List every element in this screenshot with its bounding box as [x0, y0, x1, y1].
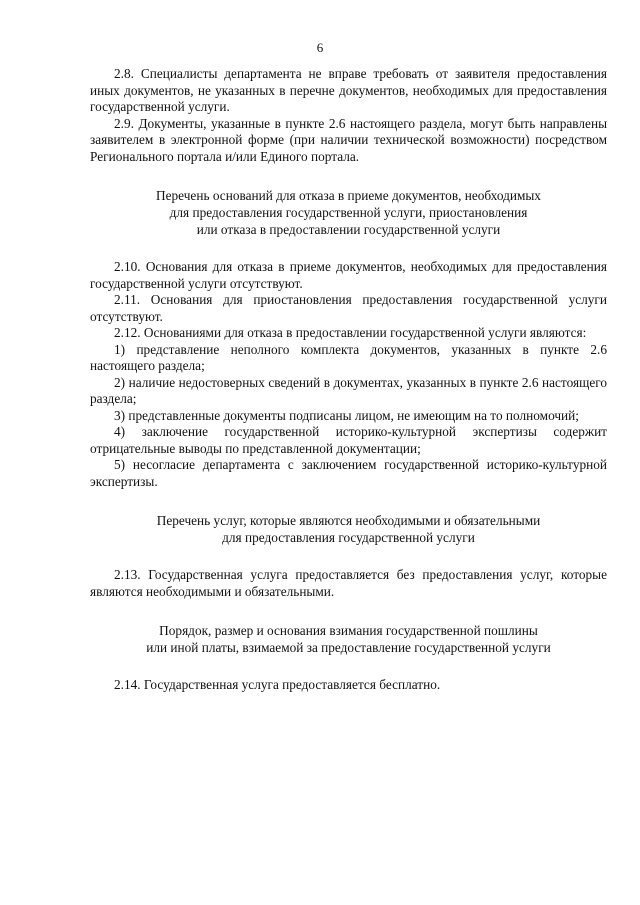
paragraph-2-9: 2.9. Документы, указанные в пункте 2.6 настоящего раздела, могут быть направлены заявителем в электронной форме (при наличии технической возможности) посредством Регионального портала и/или Единого портала.	[90, 115, 607, 164]
paragraph-2-13: 2.13. Государственная услуга предоставляется без предоставления услуг, которые являются необходимыми и обязательными.	[90, 567, 607, 599]
page-number: 6	[316, 40, 324, 55]
heading-line: для предоставления государственной услуги	[222, 530, 475, 545]
section-heading-refusal-grounds	[90, 187, 607, 238]
list-item: 4) заключение государственной историко-культурной экспертизы содержит отрицательные выводы по представленной документации;	[90, 424, 607, 456]
heading-line: Порядок, размер и основания взимания государственной пошлины	[159, 623, 538, 638]
paragraph-2-14: 2.14. Государственная услуга предоставляется бесплатно.	[114, 677, 441, 692]
heading-line: Перечень оснований для отказа в приеме документов, необходимых	[156, 188, 541, 203]
section-fees	[90, 677, 607, 694]
paragraph-2-10: 2.10. Основания для отказа в приеме документов, необходимых для предоставления государственной услуги отсутствуют.	[90, 259, 607, 291]
heading-line: для предоставления государственной услуги, приостановления	[169, 205, 528, 220]
list-item: 2) наличие недостоверных сведений в документах, указанных в пункте 2.6 настоящего раздела;	[90, 374, 607, 406]
heading-line: или иной платы, взимаемой за предоставление государственной услуги	[146, 640, 551, 655]
paragraph-2-8: 2.8. Специалисты департамента не вправе требовать от заявителя предоставления иных документов, не указанных в перечне документов, необходимых для предоставления государственной услуги.	[90, 66, 607, 114]
section-required-services	[90, 567, 607, 600]
list-item: 1) представление неполного комплекта документов, указанных в пункте 2.6 настоящего раздела;	[90, 341, 607, 373]
section-heading-fees	[90, 622, 607, 656]
paragraph-2-11: 2.11. Основания для приостановления предоставления государственной услуги отсутствуют.	[90, 292, 607, 324]
list-item: 3) представленные документы подписаны лицом, не имеющим на то полномочий;	[114, 407, 579, 423]
heading-line: Перечень услуг, которые являются необходимыми и обязательными	[156, 513, 541, 528]
heading-line: или отказа в предоставлении государственной услуги	[196, 222, 501, 237]
section-heading-required-services	[90, 512, 607, 546]
section-refusal-grounds	[90, 259, 607, 490]
document-body	[90, 66, 607, 694]
paragraph-2-12: 2.12. Основаниями для отказа в предоставлении государственной услуги являются:	[114, 325, 587, 340]
list-item: 5) несогласие департамента с заключением государственной историко-культурной экспертизы.	[90, 457, 607, 489]
